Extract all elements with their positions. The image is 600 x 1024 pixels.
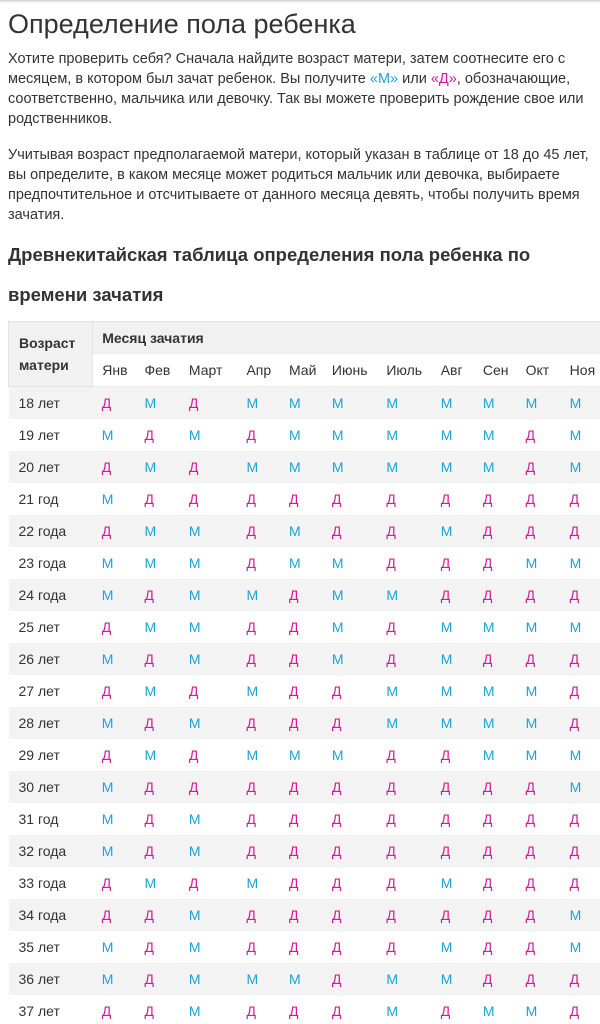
boy-cell: М <box>377 707 431 739</box>
boy-cell: М <box>432 387 474 420</box>
girl-cell: Д <box>323 707 377 739</box>
boy-cell: М <box>237 387 280 420</box>
boy-cell: М <box>135 547 179 579</box>
girl-cell: Д <box>323 803 377 835</box>
boy-cell: М <box>180 419 238 451</box>
table-row <box>9 995 600 1024</box>
girl-cell: Д <box>323 771 377 803</box>
boy-cell: М <box>474 675 517 707</box>
girl-cell: Д <box>280 675 323 707</box>
boy-cell: М <box>561 739 600 771</box>
boy-cell: М <box>135 675 179 707</box>
boy-cell: М <box>93 547 136 579</box>
table-heading: Древнекитайская таблица определения пола ребенка по времени зачатия <box>8 244 531 305</box>
boy-cell: М <box>474 387 517 420</box>
month-header: Янв <box>93 354 136 387</box>
boy-cell: М <box>377 995 431 1024</box>
girl-cell: Д <box>237 483 280 515</box>
age-cell: 36 лет <box>9 963 93 995</box>
table-row <box>9 707 600 739</box>
girl-cell: Д <box>323 675 377 707</box>
table-row <box>9 771 600 803</box>
boy-cell: М <box>280 387 323 420</box>
table-row <box>9 675 600 707</box>
boy-cell: М <box>135 515 179 547</box>
girl-cell: Д <box>561 963 600 995</box>
girl-cell: Д <box>323 899 377 931</box>
boy-cell: М <box>180 643 238 675</box>
girl-cell: Д <box>517 803 561 835</box>
girl-cell: Д <box>237 931 280 963</box>
age-cell: 25 лет <box>9 611 93 643</box>
girl-cell: Д <box>561 483 600 515</box>
age-cell: 35 лет <box>9 931 93 963</box>
girl-cell: Д <box>135 931 179 963</box>
boy-cell: М <box>474 451 517 483</box>
boy-cell: М <box>237 579 280 611</box>
girl-cell: Д <box>237 771 280 803</box>
girl-cell: Д <box>180 867 238 899</box>
month-group-header: Месяц зачатия <box>93 322 600 355</box>
boy-cell: М <box>135 451 179 483</box>
boy-cell: М <box>377 675 431 707</box>
table-row <box>9 803 600 835</box>
girl-cell: Д <box>135 483 179 515</box>
girl-cell: Д <box>517 899 561 931</box>
boy-cell: М <box>377 419 431 451</box>
girl-cell: Д <box>432 771 474 803</box>
boy-cell: М <box>93 579 136 611</box>
boy-cell: М <box>280 739 323 771</box>
page-title: Определение пола ребенка <box>8 9 356 39</box>
girl-cell: Д <box>237 899 280 931</box>
boy-cell: М <box>432 643 474 675</box>
intro-text-3: , обозначающие, соответственно, мальчика или девочку. Так вы можете проверить рождение свое или родственников. <box>8 71 584 127</box>
girl-cell: Д <box>135 803 179 835</box>
girl-cell: Д <box>323 867 377 899</box>
girl-cell: Д <box>280 611 323 643</box>
age-cell: 19 лет <box>9 419 93 451</box>
boy-cell: М <box>280 515 323 547</box>
table-scroll-container[interactable] <box>8 321 600 1024</box>
girl-cell: Д <box>432 835 474 867</box>
girl-cell: Д <box>93 867 136 899</box>
month-header: Авг <box>432 354 474 387</box>
boy-cell: М <box>432 451 474 483</box>
age-cell: 22 года <box>9 515 93 547</box>
age-cell: 24 года <box>9 579 93 611</box>
age-cell: 29 лет <box>9 739 93 771</box>
table-row <box>9 963 600 995</box>
boy-cell: М <box>377 451 431 483</box>
girl-cell: Д <box>474 643 517 675</box>
month-header: Апр <box>237 354 280 387</box>
age-cell: 27 лет <box>9 675 93 707</box>
boy-cell: М <box>237 867 280 899</box>
boy-cell: М <box>180 835 238 867</box>
girl-cell: Д <box>377 899 431 931</box>
boy-cell: М <box>517 611 561 643</box>
boy-cell: М <box>237 675 280 707</box>
boy-cell: М <box>432 707 474 739</box>
girl-cell: Д <box>474 963 517 995</box>
boy-token: «М» <box>369 71 399 87</box>
boy-cell: М <box>474 995 517 1024</box>
table-row <box>9 483 600 515</box>
girl-cell: Д <box>517 451 561 483</box>
boy-cell: М <box>180 803 238 835</box>
table-row <box>9 515 600 547</box>
girl-cell: Д <box>237 995 280 1024</box>
girl-cell: Д <box>280 899 323 931</box>
boy-cell: М <box>517 387 561 420</box>
boy-cell: М <box>93 931 136 963</box>
boy-cell: М <box>135 739 179 771</box>
girl-cell: Д <box>561 515 600 547</box>
top-edge-shadow <box>0 0 600 3</box>
age-cell: 23 года <box>9 547 93 579</box>
girl-cell: Д <box>237 515 280 547</box>
boy-cell: М <box>93 803 136 835</box>
boy-cell: М <box>377 387 431 420</box>
boy-cell: М <box>93 835 136 867</box>
girl-cell: Д <box>474 899 517 931</box>
age-cell: 31 год <box>9 803 93 835</box>
girl-cell: Д <box>377 643 431 675</box>
boy-cell: М <box>180 579 238 611</box>
boy-cell: М <box>323 611 377 643</box>
age-cell: 20 лет <box>9 451 93 483</box>
month-header: Окт <box>517 354 561 387</box>
boy-cell: М <box>280 419 323 451</box>
girl-cell: Д <box>323 515 377 547</box>
month-header: Март <box>180 354 238 387</box>
boy-cell: М <box>561 451 600 483</box>
boy-cell: М <box>93 771 136 803</box>
girl-cell: Д <box>280 867 323 899</box>
boy-cell: М <box>180 899 238 931</box>
month-header: Июнь <box>323 354 377 387</box>
boy-cell: М <box>377 579 431 611</box>
girl-cell: Д <box>93 387 136 420</box>
boy-cell: М <box>93 483 136 515</box>
girl-cell: Д <box>180 675 238 707</box>
girl-cell: Д <box>323 931 377 963</box>
girl-cell: Д <box>377 771 431 803</box>
girl-cell: Д <box>474 803 517 835</box>
boy-cell: М <box>180 547 238 579</box>
girl-cell: Д <box>474 483 517 515</box>
girl-cell: Д <box>517 483 561 515</box>
girl-cell: Д <box>237 835 280 867</box>
girl-cell: Д <box>135 643 179 675</box>
month-header: Сен <box>474 354 517 387</box>
girl-cell: Д <box>280 995 323 1024</box>
girl-cell: Д <box>561 867 600 899</box>
boy-cell: М <box>561 771 600 803</box>
boy-cell: М <box>280 451 323 483</box>
month-header: Ноя <box>561 354 600 387</box>
girl-cell: Д <box>561 675 600 707</box>
girl-cell: Д <box>135 579 179 611</box>
table-row <box>9 611 600 643</box>
boy-cell: М <box>93 963 136 995</box>
age-cell: 37 лет <box>9 995 93 1024</box>
instructions-paragraph: Учитывая возраст предполагаемой матери, который указан в таблице от 18 до 45 лет, вы определите, в каком месяце может родиться мальчик или девочка, выбираете предпочтительное и отсчитываете от данного месяца девять, чтобы получить время зачатия. <box>8 147 589 223</box>
girl-cell: Д <box>280 643 323 675</box>
girl-cell: Д <box>561 643 600 675</box>
girl-cell: Д <box>517 643 561 675</box>
boy-cell: М <box>432 963 474 995</box>
girl-cell: Д <box>377 515 431 547</box>
girl-cell: Д <box>432 803 474 835</box>
age-cell: 21 год <box>9 483 93 515</box>
boy-cell: М <box>280 547 323 579</box>
girl-cell: Д <box>93 995 136 1024</box>
girl-cell: Д <box>517 515 561 547</box>
boy-cell: М <box>180 707 238 739</box>
girl-cell: Д <box>180 483 238 515</box>
boy-cell: М <box>432 931 474 963</box>
girl-cell: Д <box>474 835 517 867</box>
boy-cell: М <box>517 675 561 707</box>
boy-cell: М <box>517 995 561 1024</box>
girl-cell: Д <box>474 579 517 611</box>
age-cell: 32 года <box>9 835 93 867</box>
month-header: Фев <box>135 354 179 387</box>
boy-cell: М <box>474 419 517 451</box>
boy-cell: М <box>517 739 561 771</box>
age-cell: 26 лет <box>9 643 93 675</box>
boy-cell: М <box>474 739 517 771</box>
boy-cell: М <box>323 739 377 771</box>
boy-cell: М <box>561 387 600 420</box>
boy-cell: М <box>135 867 179 899</box>
girl-cell: Д <box>280 579 323 611</box>
girl-cell: Д <box>180 771 238 803</box>
girl-cell: Д <box>432 547 474 579</box>
boy-cell: М <box>561 931 600 963</box>
girl-cell: Д <box>561 835 600 867</box>
girl-cell: Д <box>377 483 431 515</box>
table-row <box>9 579 600 611</box>
table-row <box>9 419 600 451</box>
girl-cell: Д <box>323 483 377 515</box>
boy-cell: М <box>323 419 377 451</box>
girl-cell: Д <box>280 835 323 867</box>
girl-cell: Д <box>280 707 323 739</box>
girl-cell: Д <box>237 419 280 451</box>
girl-cell: Д <box>474 547 517 579</box>
girl-cell: Д <box>237 803 280 835</box>
girl-cell: Д <box>280 803 323 835</box>
age-cell: 18 лет <box>9 387 93 420</box>
boy-cell: М <box>323 643 377 675</box>
boy-cell: М <box>561 547 600 579</box>
girl-cell: Д <box>561 995 600 1024</box>
gender-table <box>8 321 600 1024</box>
girl-cell: Д <box>474 931 517 963</box>
age-cell: 28 лет <box>9 707 93 739</box>
boy-cell: М <box>237 739 280 771</box>
girl-cell: Д <box>323 963 377 995</box>
boy-cell: М <box>432 515 474 547</box>
boy-cell: М <box>561 419 600 451</box>
boy-cell: М <box>323 451 377 483</box>
girl-cell: Д <box>180 739 238 771</box>
boy-cell: М <box>237 451 280 483</box>
girl-cell: Д <box>135 771 179 803</box>
girl-cell: Д <box>561 707 600 739</box>
girl-cell: Д <box>517 579 561 611</box>
table-row <box>9 867 600 899</box>
girl-cell: Д <box>561 579 600 611</box>
girl-cell: Д <box>180 387 238 420</box>
girl-cell: Д <box>135 707 179 739</box>
boy-cell: М <box>474 707 517 739</box>
table-row <box>9 643 600 675</box>
girl-cell: Д <box>432 579 474 611</box>
boy-cell: М <box>474 611 517 643</box>
girl-cell: Д <box>561 803 600 835</box>
girl-cell: Д <box>135 899 179 931</box>
girl-cell: Д <box>280 931 323 963</box>
girl-cell: Д <box>280 771 323 803</box>
boy-cell: М <box>517 707 561 739</box>
girl-cell: Д <box>474 867 517 899</box>
table-row <box>9 835 600 867</box>
girl-cell: Д <box>135 835 179 867</box>
boy-cell: М <box>432 867 474 899</box>
girl-cell: Д <box>323 995 377 1024</box>
girl-cell: Д <box>93 515 136 547</box>
boy-cell: М <box>135 387 179 420</box>
girl-cell: Д <box>474 771 517 803</box>
intro-text-1: Хотите проверить себя? Сначала найдите возраст матери, затем соотнесите его с месяцем, в котором был зачат ребенок. Вы получите <box>8 51 566 87</box>
girl-cell: Д <box>517 867 561 899</box>
boy-cell: М <box>180 963 238 995</box>
girl-cell: Д <box>517 835 561 867</box>
intro-paragraph <box>8 49 592 129</box>
boy-cell: М <box>323 579 377 611</box>
girl-cell: Д <box>237 707 280 739</box>
age-cell: 34 года <box>9 899 93 931</box>
table-row <box>9 387 600 420</box>
boy-cell: М <box>517 547 561 579</box>
girl-cell: Д <box>432 739 474 771</box>
girl-cell: Д <box>93 899 136 931</box>
girl-cell: Д <box>432 995 474 1024</box>
boy-cell: М <box>432 419 474 451</box>
girl-cell: Д <box>237 547 280 579</box>
girl-cell: Д <box>432 483 474 515</box>
boy-cell: М <box>561 611 600 643</box>
girl-cell: Д <box>93 739 136 771</box>
table-row <box>9 899 600 931</box>
girl-cell: Д <box>377 611 431 643</box>
boy-cell: М <box>180 611 238 643</box>
girl-cell: Д <box>377 739 431 771</box>
age-cell: 30 лет <box>9 771 93 803</box>
table-row <box>9 451 600 483</box>
boy-cell: М <box>93 643 136 675</box>
girl-cell: Д <box>517 419 561 451</box>
girl-cell: Д <box>517 931 561 963</box>
boy-cell: М <box>180 515 238 547</box>
girl-cell: Д <box>135 419 179 451</box>
girl-cell: Д <box>93 451 136 483</box>
girl-cell: Д <box>377 803 431 835</box>
girl-cell: Д <box>377 547 431 579</box>
boy-cell: М <box>377 963 431 995</box>
boy-cell: М <box>93 707 136 739</box>
age-column-header: Возраст матери <box>9 322 93 387</box>
boy-cell: М <box>432 611 474 643</box>
girl-cell: Д <box>135 963 179 995</box>
girl-cell: Д <box>323 835 377 867</box>
girl-cell: Д <box>474 515 517 547</box>
boy-cell: М <box>180 995 238 1024</box>
table-row <box>9 547 600 579</box>
girl-cell: Д <box>93 675 136 707</box>
boy-cell: М <box>432 675 474 707</box>
girl-token: «Д» <box>430 71 457 87</box>
boy-cell: М <box>135 611 179 643</box>
month-header: Июль <box>377 354 431 387</box>
girl-cell: Д <box>517 771 561 803</box>
month-header: Май <box>280 354 323 387</box>
boy-cell: М <box>237 963 280 995</box>
girl-cell: Д <box>377 931 431 963</box>
boy-cell: М <box>180 931 238 963</box>
girl-cell: Д <box>432 899 474 931</box>
boy-cell: М <box>280 963 323 995</box>
girl-cell: Д <box>93 611 136 643</box>
girl-cell: Д <box>237 643 280 675</box>
girl-cell: Д <box>517 963 561 995</box>
girl-cell: Д <box>377 835 431 867</box>
girl-cell: Д <box>135 995 179 1024</box>
intro-text-2: или <box>398 71 431 87</box>
girl-cell: Д <box>377 867 431 899</box>
boy-cell: М <box>561 899 600 931</box>
boy-cell: М <box>323 547 377 579</box>
age-cell: 33 года <box>9 867 93 899</box>
girl-cell: Д <box>180 451 238 483</box>
girl-cell: Д <box>237 611 280 643</box>
table-row <box>9 739 600 771</box>
table-row <box>9 931 600 963</box>
boy-cell: М <box>323 387 377 420</box>
girl-cell: Д <box>280 483 323 515</box>
boy-cell: М <box>93 419 136 451</box>
